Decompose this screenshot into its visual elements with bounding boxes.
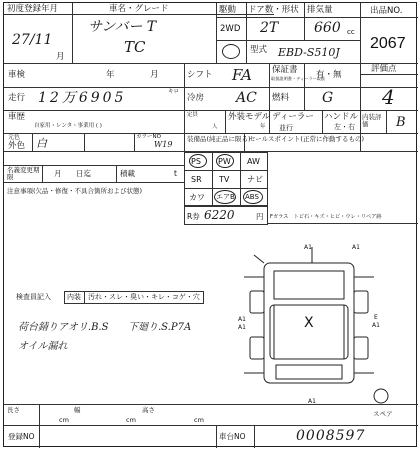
rule	[268, 223, 418, 224]
equip-ps-circle	[189, 154, 207, 168]
lot-number: 2067	[370, 35, 406, 52]
equip-pw-circle	[216, 154, 234, 168]
color-sub: 元色	[8, 134, 21, 141]
rule	[184, 170, 268, 171]
warranty-sub: 取扱説明書・ディーラー取扱	[271, 76, 326, 81]
doors-shape-label: ドア数・形状	[248, 5, 299, 15]
rule	[116, 165, 117, 182]
equip-abs: ABS	[245, 193, 259, 201]
model-value: EBD-S510J	[278, 46, 340, 59]
mileage-value: 12万6905	[38, 90, 127, 106]
notes-title: 注意事項(欠品・修復・不具合箇所および状態)	[7, 187, 143, 195]
rule	[360, 3, 361, 63]
reg-no-label: 登録NO	[8, 432, 35, 441]
4wd-circle-mark	[222, 44, 240, 59]
inspector-interior-options: 汚れ・スレ・臭い・キレ・コゲ・穴	[88, 293, 200, 301]
rule	[4, 133, 418, 134]
ac-value: AC	[236, 90, 257, 106]
drive-label: 駆動	[219, 5, 237, 15]
rule	[386, 110, 387, 133]
capacity-label: 定員	[187, 112, 199, 118]
loading-unit: t	[174, 169, 177, 178]
rule	[216, 425, 217, 448]
rule	[360, 74, 418, 75]
recycle-label: R券	[187, 212, 200, 221]
first-reg-month-suffix: 月	[56, 52, 65, 62]
chassis-value: 0008597	[296, 428, 366, 444]
fuel-value: G	[322, 90, 334, 106]
equip-leather: カワ	[189, 193, 205, 202]
rule	[4, 182, 184, 183]
loading-label: 積載	[120, 169, 135, 178]
equip-title: 装備品(純正品に限る)	[187, 135, 251, 143]
name-change-label: 名義変更期限	[7, 166, 40, 181]
inspector-comment-1: 荷台錆りアオリ.B.S	[18, 322, 109, 333]
name-change-day: 日迄	[76, 169, 91, 178]
rule	[254, 425, 255, 448]
damage-mark-a1-front-right: A1	[352, 244, 360, 251]
equip-aw: AW	[247, 157, 260, 166]
rule	[246, 3, 247, 63]
width-label: 幅	[74, 406, 81, 414]
rule	[216, 40, 360, 41]
car-name-value: サンバー T	[88, 19, 157, 35]
inspection-label: 車検	[8, 70, 26, 80]
rule	[269, 63, 270, 133]
rule	[32, 133, 33, 151]
auction-inspection-sheet	[3, 2, 417, 447]
color-no-value: W19	[154, 140, 173, 149]
damage-mark-a1-left-2: A1	[238, 324, 246, 331]
model-label: 型式	[250, 45, 268, 55]
equip-sr: SR	[191, 175, 202, 184]
vehicle-condition-diagram	[234, 241, 404, 406]
doors-value: 2T	[260, 20, 279, 36]
first-reg-value: 27/11	[12, 32, 53, 48]
equip-navi: ナビ	[247, 175, 263, 184]
score-label: 評価点	[371, 64, 397, 74]
rule	[39, 404, 40, 448]
rule	[4, 87, 418, 88]
warranty-value: 有・無	[316, 70, 342, 80]
inspector-interior-label: 内装	[67, 293, 81, 301]
ac-label: 冷房	[187, 93, 205, 103]
width-unit: cm	[126, 416, 136, 424]
rule	[184, 63, 185, 151]
first-reg-label: 初度登録年月	[7, 4, 59, 14]
mileage-unit: キロ	[168, 89, 180, 95]
inspection-month: 月	[150, 70, 159, 80]
car-name-label: 車名・グレード	[109, 4, 169, 14]
drive-value: 2WD	[220, 24, 241, 34]
damage-mark-a1-rear: A1	[308, 398, 316, 405]
rule	[304, 63, 305, 110]
rule	[134, 133, 135, 151]
length-unit: cm	[59, 416, 69, 424]
rule	[216, 17, 418, 18]
equip-abs-circle	[243, 190, 263, 204]
rule	[42, 165, 43, 182]
rule	[4, 425, 418, 426]
inspector-label: 検査員記入	[16, 293, 51, 301]
name-change-month: 月	[54, 169, 62, 178]
damage-mark-a1-right: A1	[372, 322, 380, 329]
lot-label: 出品NO.	[370, 6, 403, 16]
inspector-comment-3: オイル漏れ	[18, 341, 68, 352]
rule	[4, 110, 418, 111]
damage-mark-a1-left: A1	[238, 316, 246, 323]
height-label: 高さ	[142, 406, 155, 414]
chassis-label: 車台NO	[219, 432, 246, 441]
options-line: Fガラス トビ石・キズ・ヒビ・ウレ・リペア跡	[270, 214, 382, 220]
interior-value: B	[396, 115, 406, 130]
equip-ps: PS	[191, 157, 201, 166]
equip-pw: PW	[218, 157, 231, 166]
rule	[84, 291, 85, 304]
equip-airbag-circle	[214, 190, 236, 204]
displacement-unit: cc	[347, 28, 355, 36]
displacement-label: 排気量	[307, 5, 333, 15]
damage-mark-e: E	[374, 314, 378, 321]
handle-label: ハンドル	[324, 112, 359, 122]
rule	[322, 110, 323, 133]
rule	[225, 110, 226, 133]
rule	[4, 63, 418, 64]
equip-airbag: エアB	[216, 193, 235, 201]
dealer-label: ディーラー	[272, 112, 314, 122]
rule	[184, 188, 268, 189]
length-label: 長さ	[7, 406, 20, 414]
shift-value: FA	[232, 66, 252, 84]
shift-label: シフト	[187, 70, 213, 80]
height-unit: cm	[194, 416, 204, 424]
equip-tv: TV	[219, 175, 230, 184]
rule	[72, 3, 73, 63]
color-label: 外色	[8, 141, 26, 151]
recycle-value: 6220	[204, 208, 235, 222]
rule	[84, 133, 85, 151]
recycle-unit: 円	[256, 212, 264, 221]
damage-mark-x: X	[304, 315, 314, 331]
displacement-value: 660	[314, 20, 341, 36]
dealer-sub: 並行	[279, 124, 293, 132]
color-value: 白	[36, 137, 47, 150]
history-sub: 自家用・レンタ・事業用 ( )	[34, 123, 102, 129]
rule	[304, 3, 305, 40]
history-label: 車歴	[8, 112, 26, 122]
inspector-comment-2: 下廻り.S.P7A	[128, 322, 192, 333]
rule	[240, 152, 241, 206]
damage-mark-a1-front: A1	[304, 244, 312, 251]
interior-label: 内装評価	[362, 113, 382, 128]
selling-point-title: セールスポイント(正常に作動するもの)	[249, 135, 364, 143]
ext-model-unit: 年	[260, 124, 266, 130]
spare-label: スペア	[373, 410, 393, 418]
capacity-unit: 人	[212, 124, 218, 130]
ext-model-label: 外装モデル	[228, 112, 271, 122]
inspection-year: 年	[106, 70, 115, 80]
rule	[212, 152, 213, 206]
handle-value: 左・右	[334, 123, 355, 131]
rule	[216, 3, 217, 63]
score-value: 4	[382, 85, 395, 109]
mileage-label: 走行	[8, 93, 26, 103]
grade-value: TC	[124, 38, 146, 56]
warranty-label: 保証書	[272, 65, 298, 75]
fuel-label: 燃料	[272, 93, 290, 103]
color-no-label: カラーNO	[136, 134, 161, 140]
